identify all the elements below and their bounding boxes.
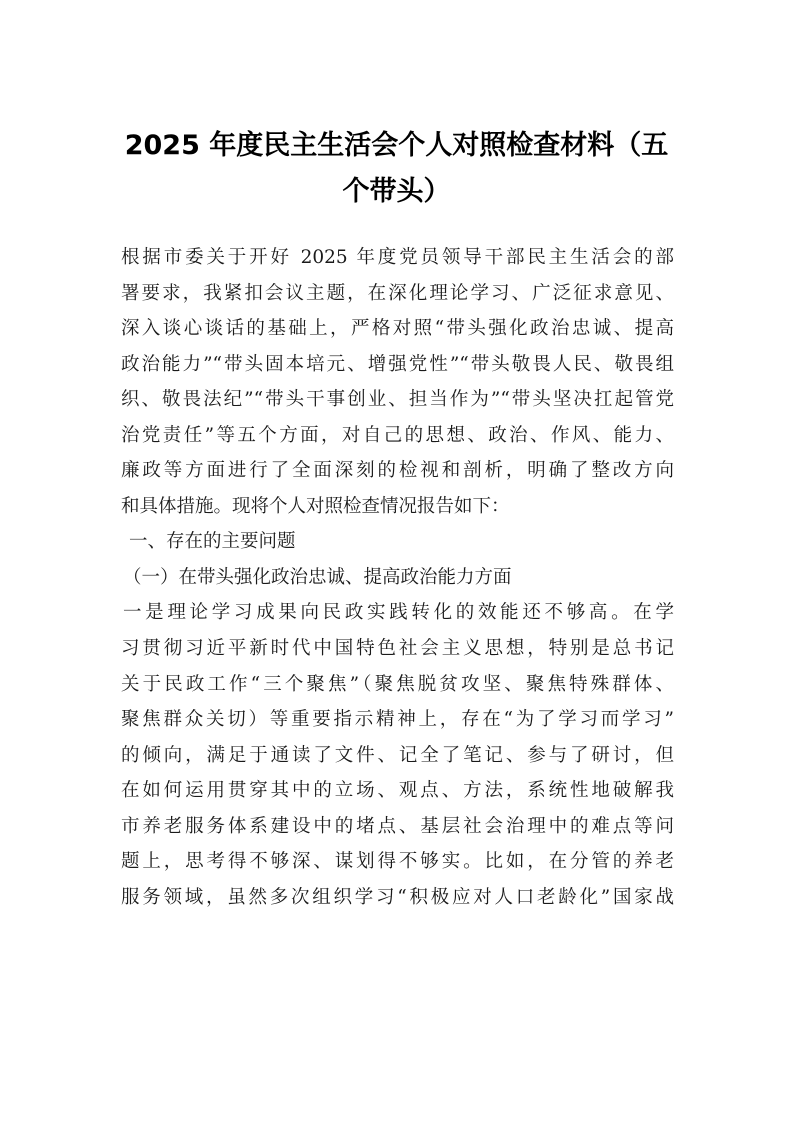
body-line-18: 题上，思考得不够深、谋划得不够实。比如，在分管的养老 xyxy=(121,851,674,873)
body-line-3: 深入谈心谈话的基础上，严格对照“带头强化政治忠诚、提高 xyxy=(121,318,674,340)
body-line-2: 署要求，我紧扣会议主题，在深化理论学习、广泛征求意见、 xyxy=(121,282,674,304)
body-line-11: 一是理论学习成果向民政实践转化的效能还不够高。在学 xyxy=(123,602,674,624)
body-line-19: 服务领域，虽然多次组织学习“积极应对人口老龄化”国家战 xyxy=(121,886,674,908)
body-line-13: 关于民政工作“三个聚焦”（聚焦脱贫攻坚、聚焦特殊群体、 xyxy=(121,673,674,695)
document-title xyxy=(100,123,693,215)
body-line-8: 和具体措施。现将个人对照检查情况报告如下： xyxy=(121,495,510,517)
body-line-7: 廉政等方面进行了全面深刻的检视和剖析，明确了整改方向 xyxy=(121,460,674,482)
body-line-6: 治党责任”等五个方面，对自己的思想、政治、作风、能力、 xyxy=(121,424,674,446)
title-line-1: 2025 年度民主生活会个人对照检查材料（五 xyxy=(124,130,669,161)
document-body xyxy=(121,240,674,915)
body-line-17: 市养老服务体系建设中的堵点、基层社会治理中的难点等问 xyxy=(121,815,674,837)
body-line-14: 聚焦群众关切）等重要指示精神上，存在“为了学习而学习” xyxy=(121,709,674,731)
subsection-heading-1: （一）在带头强化政治忠诚、提高政治能力方面 xyxy=(123,566,512,588)
body-line-16: 在如何运用贯穿其中的立场、观点、方法，系统性地破解我 xyxy=(121,780,674,802)
body-line-1: 根据市委关于开好 2025 年度党员领导干部民主生活会的部 xyxy=(121,247,674,268)
body-line-15: 的倾向，满足于通读了文件、记全了笔记、参与了研讨，但 xyxy=(121,744,674,766)
body-line-5: 织、敬畏法纪”“带头干事创业、担当作为”“带头坚决扛起管党 xyxy=(121,389,674,411)
title-line-2: 个带头） xyxy=(342,176,451,207)
body-line-12: 习贯彻习近平新时代中国特色社会主义思想，特别是总书记 xyxy=(121,638,674,660)
body-line-4: 政治能力”“带头固本培元、增强党性”“带头敬畏人民、敬畏组 xyxy=(121,353,674,375)
section-heading-1: 一、存在的主要问题 xyxy=(129,531,296,553)
